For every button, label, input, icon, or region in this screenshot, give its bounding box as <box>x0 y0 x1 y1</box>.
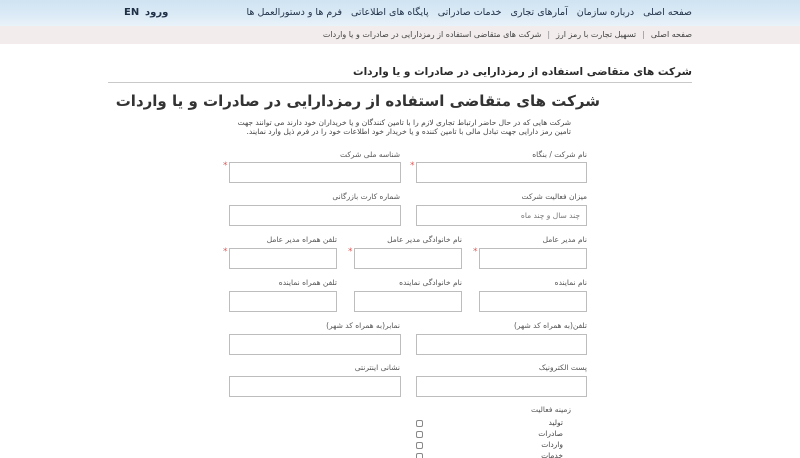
rep-name-input[interactable] <box>479 291 587 312</box>
email-input[interactable] <box>416 376 587 397</box>
breadcrumb-home[interactable]: صفحه اصلی <box>650 30 692 39</box>
form-heading: شرکت های متقاضی استفاده از رمزدارایی در صادرات و یا واردات <box>115 92 600 110</box>
checkbox-services-label: خدمات <box>541 451 563 458</box>
website-label: نشانی اینترنتی <box>354 363 400 372</box>
login-link[interactable]: ورود <box>145 7 169 18</box>
nav-item-trade-stats[interactable]: آمارهای تجاری <box>510 7 568 18</box>
business-card-label: شماره کارت بازرگانی <box>332 192 400 201</box>
activity-field-label: زمینه فعالیت <box>531 405 571 414</box>
breadcrumb <box>323 30 692 39</box>
required-marker: * <box>223 247 228 257</box>
nav-item-export-services[interactable]: خدمات صادراتی <box>437 7 502 18</box>
required-marker: * <box>348 247 353 257</box>
checkbox-services[interactable] <box>416 453 423 458</box>
ceo-name-input[interactable] <box>479 248 587 269</box>
nav-item-home[interactable]: صفحه اصلی <box>643 7 692 18</box>
breadcrumb-bar <box>0 26 800 44</box>
phone-label: تلفن(به همراه کد شهر) <box>513 321 587 330</box>
national-id-input[interactable] <box>229 162 401 183</box>
website-input[interactable] <box>229 376 401 397</box>
national-id-label: شناسه ملی شرکت <box>339 150 400 159</box>
checkbox-production-label: تولید <box>548 418 563 427</box>
ceo-mobile-input[interactable] <box>229 248 337 269</box>
rep-family-label: نام خانوادگی نماینده <box>399 278 462 287</box>
top-navigation-bar <box>0 0 800 26</box>
checkbox-export[interactable] <box>416 431 423 438</box>
rep-mobile-label: تلفن همراه نماینده <box>278 278 337 287</box>
company-name-input[interactable] <box>416 162 587 183</box>
checkbox-production[interactable] <box>416 420 423 427</box>
email-label: پست الکترونیک <box>538 363 587 372</box>
breadcrumb-parent[interactable]: تسهیل تجارت با رمز ارز <box>556 30 637 39</box>
nav-item-forms[interactable]: فرم ها و دستورالعمل ها <box>246 7 343 18</box>
ceo-mobile-label: تلفن همراه مدیر عامل <box>266 235 337 244</box>
fax-input[interactable] <box>229 334 401 355</box>
main-menu <box>247 7 692 18</box>
required-marker: * <box>473 247 478 257</box>
rep-family-input[interactable] <box>354 291 462 312</box>
company-name-label: نام شرکت / بنگاه <box>532 150 587 159</box>
activity-duration-input[interactable] <box>416 205 587 226</box>
required-marker: * <box>410 161 415 171</box>
rep-mobile-input[interactable] <box>229 291 337 312</box>
activity-duration-label: میزان فعالیت شرکت <box>521 192 587 201</box>
required-marker: * <box>223 161 228 171</box>
checkbox-import-label: واردات <box>541 440 563 449</box>
rep-name-label: نام نماینده <box>554 278 587 287</box>
business-card-input[interactable] <box>229 205 401 226</box>
title-divider <box>108 82 692 83</box>
breadcrumb-separator: | <box>547 30 551 39</box>
form-intro-text: شرکت هایی که در حال حاضر ارتباط تجاری لازم را با تامین کنندگان و یا خریداران خود دارند می توانند جهت تامین رمز دارایی جهت تبادل مالی با تامین کننده و یا خریدار خود اطلاعات خود را در فرم ذیل وارد نمایند. <box>237 118 571 136</box>
nav-item-databases[interactable]: پایگاه های اطلاعاتی <box>351 7 429 18</box>
checkbox-import[interactable] <box>416 442 423 449</box>
language-switch-link[interactable]: EN <box>124 7 140 18</box>
page-title: شرکت های متقاضی استفاده از رمزدارایی در صادرات و یا واردات <box>353 66 692 78</box>
phone-input[interactable] <box>416 334 587 355</box>
ceo-family-input[interactable] <box>354 248 462 269</box>
ceo-name-label: نام مدیر عامل <box>542 235 587 244</box>
breadcrumb-current: شرکت های متقاضی استفاده از رمزدارایی در صادرات و یا واردات <box>322 30 542 39</box>
fax-label: نمابر(به همراه کد شهر) <box>326 321 400 330</box>
nav-item-about[interactable]: درباره سازمان <box>576 7 635 18</box>
ceo-family-label: نام خانوادگی مدیر عامل <box>387 235 462 244</box>
breadcrumb-separator: | <box>642 30 645 39</box>
checkbox-export-label: صادرات <box>538 429 563 438</box>
